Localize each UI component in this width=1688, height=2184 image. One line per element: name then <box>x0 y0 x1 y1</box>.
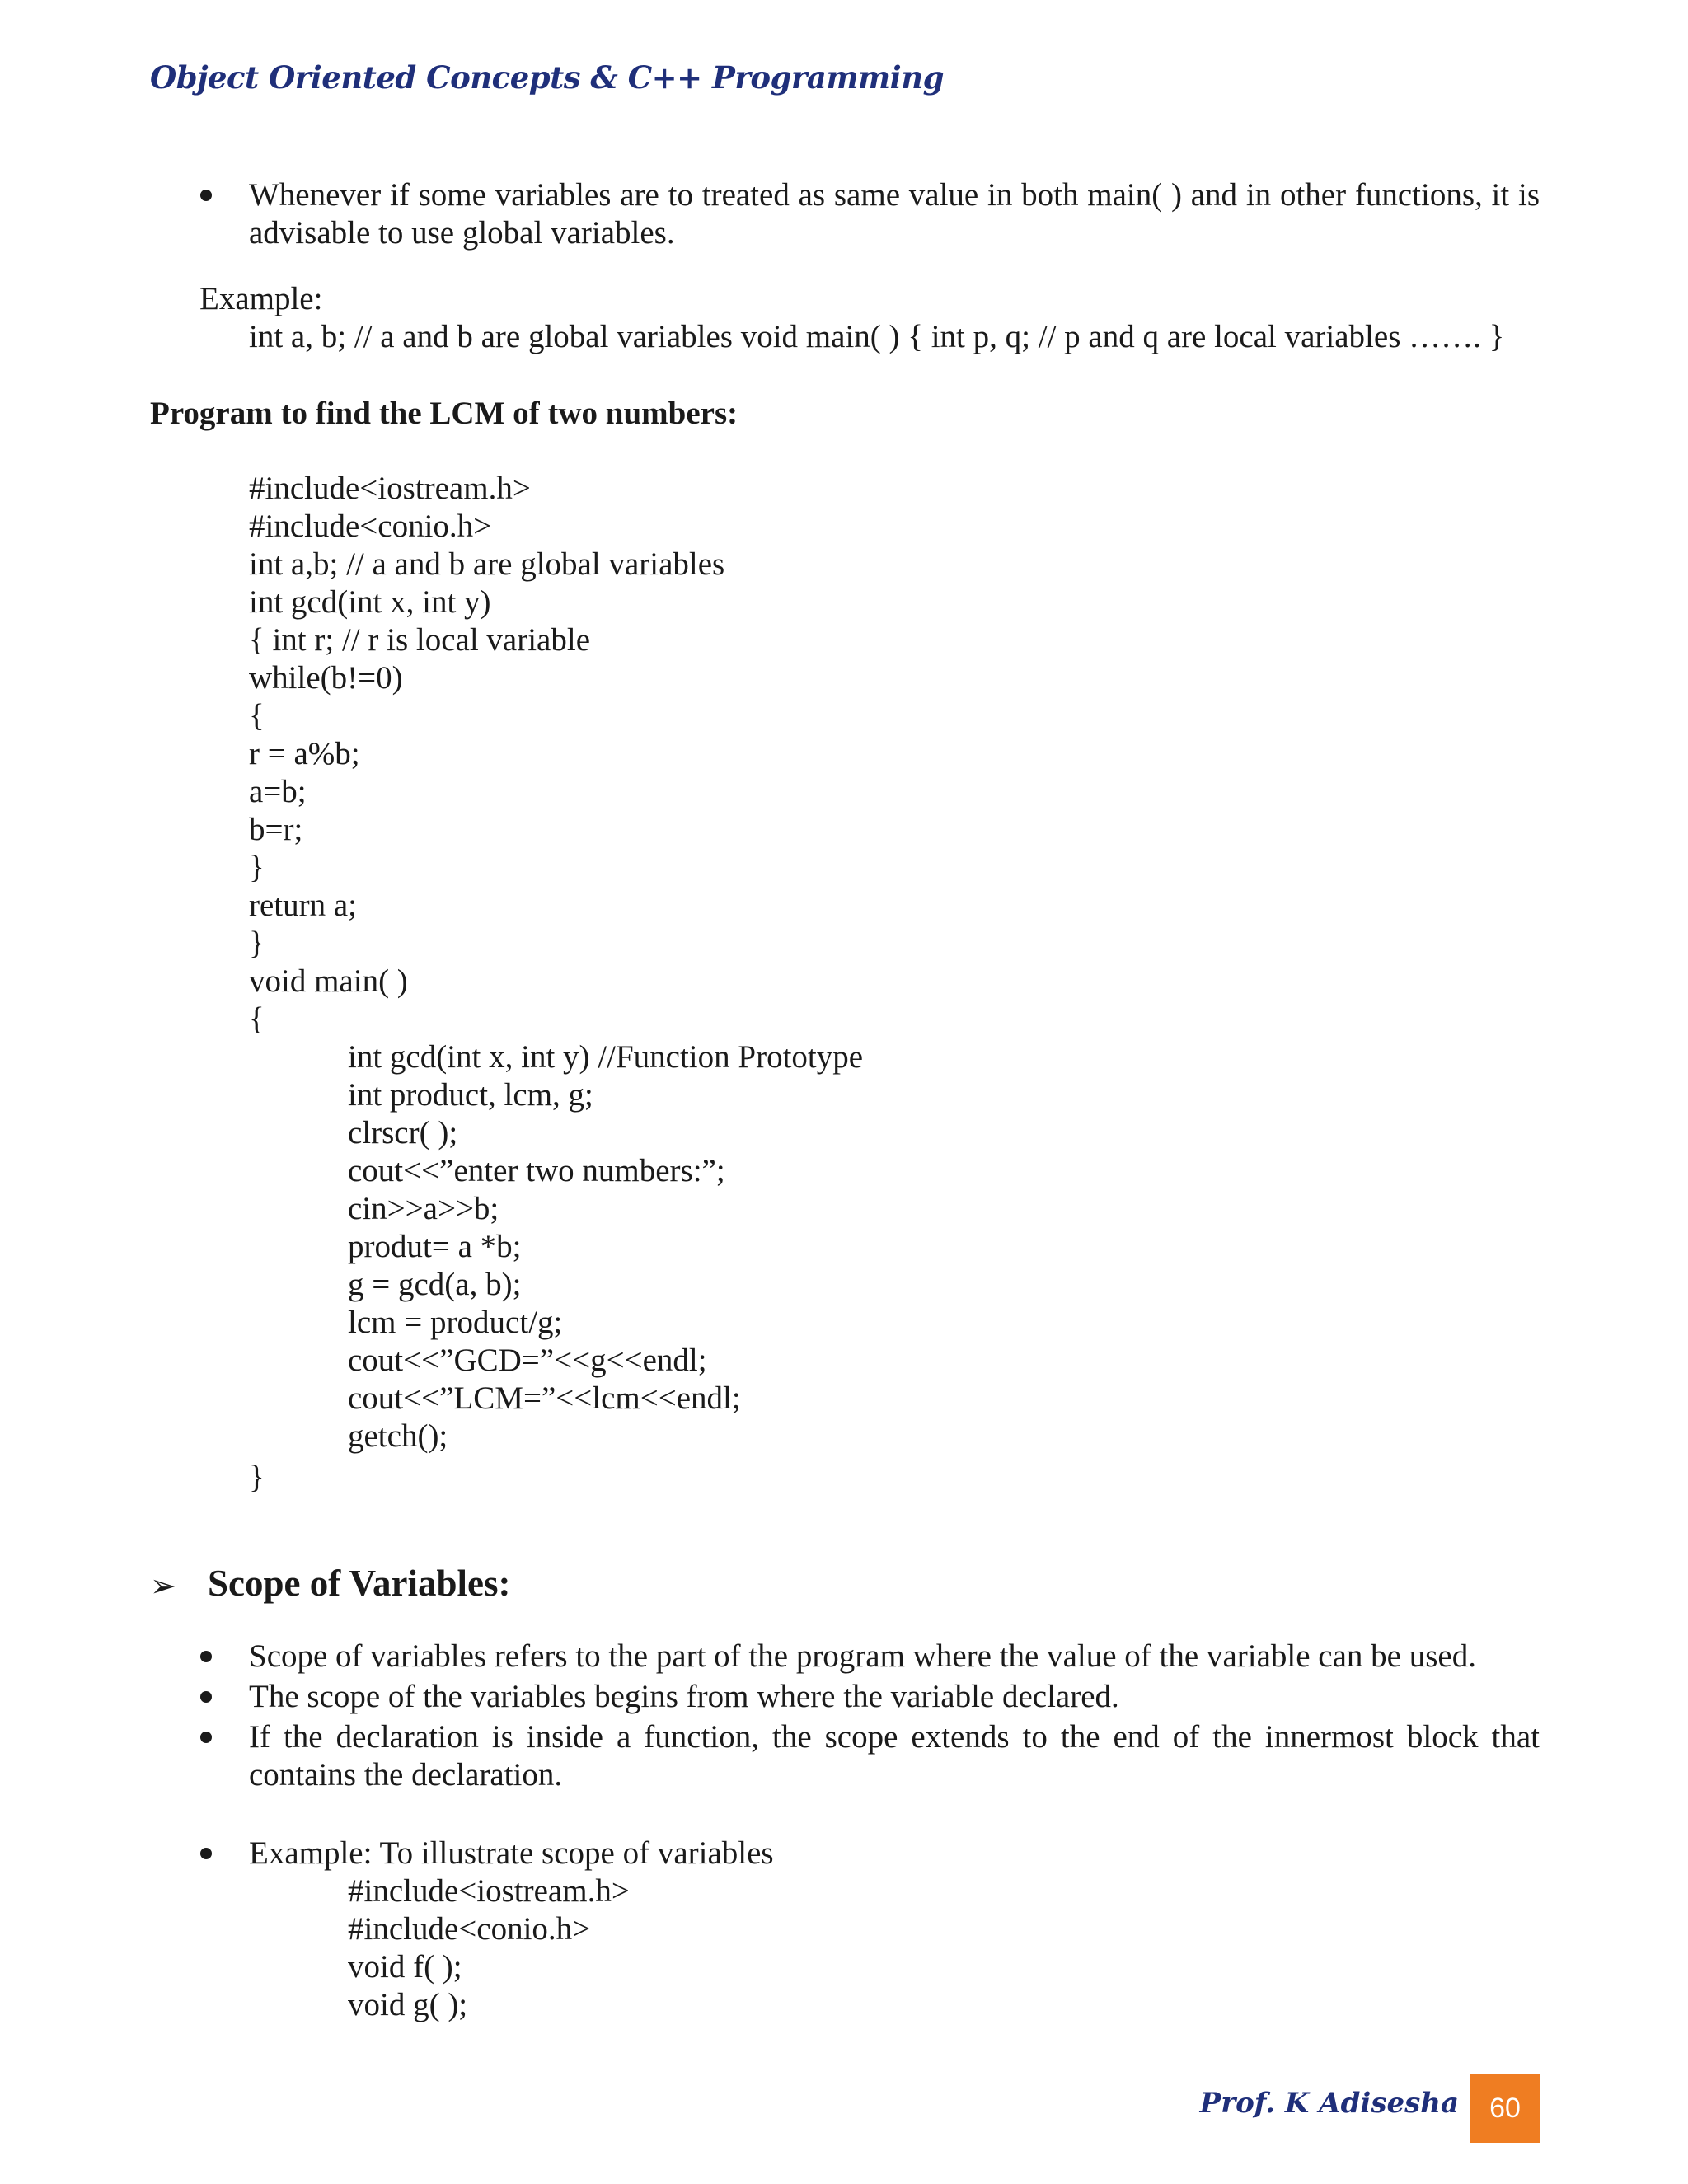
code-line: b=r; <box>249 812 303 847</box>
arrow-bullet-icon: ➢ <box>150 1569 176 1604</box>
code-line: r = a%b; <box>249 736 360 771</box>
code-line: int a,b; // a and b are global variables <box>249 546 725 582</box>
scope-example-bullet: Example: To illustrate scope of variables <box>249 1835 774 1871</box>
page-number-badge <box>1470 2074 1540 2143</box>
code-line: { <box>249 698 265 733</box>
code-line: } <box>249 850 265 885</box>
code-line: produt= a *b; <box>348 1229 522 1264</box>
code-line: { <box>249 1001 265 1037</box>
code-line: clrscr( ); <box>348 1115 458 1151</box>
code-line: int gcd(int x, int y) //Function Prototype <box>348 1039 864 1075</box>
bullet-dot-icon <box>200 1848 212 1859</box>
running-header: Object Oriented Concepts & C++ Programming <box>150 59 944 96</box>
bullet-dot-icon <box>200 190 212 201</box>
code-line: void g( ); <box>348 1987 468 2022</box>
code-line: g = gcd(a, b); <box>348 1267 522 1302</box>
scope-bullet-text: The scope of the variables begins from where the variable declared. <box>249 1679 1119 1714</box>
bullet-dot-icon <box>200 1732 212 1743</box>
code-line: void main( ) <box>249 963 408 999</box>
intro-bullet-text: Whenever if some variables are to treated as same value in both main( ) and in other functions, it is advisable to use global variables. <box>249 177 1540 251</box>
example-code: int a, b; // a and b are global variables void main( ) { int p, q; // p and q are local variables ……. } <box>249 319 1505 354</box>
code-line: #include<conio.h> <box>249 509 492 544</box>
code-line: lcm = product/g; <box>348 1305 563 1340</box>
code-line: #include<iostream.h> <box>249 471 531 506</box>
code-line: #include<iostream.h> <box>348 1873 630 1909</box>
code-line: void f( ); <box>348 1949 462 1985</box>
program-heading: Program to find the LCM of two numbers: <box>150 396 738 431</box>
code-line: int product, lcm, g; <box>348 1077 593 1113</box>
bullet-dot-icon <box>200 1651 212 1662</box>
code-line: return a; <box>249 888 358 923</box>
scope-bullet-text: If the declaration is inside a function, the scope extends to the end of the innermost block that contains the declaration. <box>249 1719 1540 1793</box>
code-line: cout<<”LCM=”<<lcm<<endl; <box>348 1380 741 1416</box>
scope-bullet-text: Scope of variables refers to the part of the program where the value of the variable can be used. <box>249 1638 1476 1674</box>
code-line: cin>>a>>b; <box>348 1191 499 1226</box>
scope-heading: Scope of Variables: <box>208 1563 511 1604</box>
code-line: cout<<”enter two numbers:”; <box>348 1153 725 1188</box>
code-line: } <box>249 926 265 961</box>
code-line: while(b!=0) <box>249 660 403 696</box>
code-line: { int r; // r is local variable <box>249 622 591 658</box>
code-line: cout<<”GCD=”<<g<<endl; <box>348 1343 707 1378</box>
bullet-dot-icon <box>200 1691 212 1703</box>
footer-author: Prof. K Adisesha <box>1199 2087 1459 2120</box>
example-label: Example: <box>199 281 323 316</box>
code-line: #include<conio.h> <box>348 1911 591 1947</box>
code-line: getch(); <box>348 1418 448 1454</box>
page-number: 60 <box>1489 2092 1521 2124</box>
code-line: int gcd(int x, int y) <box>249 584 491 620</box>
code-line: a=b; <box>249 774 307 809</box>
code-line: } <box>249 1460 265 1495</box>
